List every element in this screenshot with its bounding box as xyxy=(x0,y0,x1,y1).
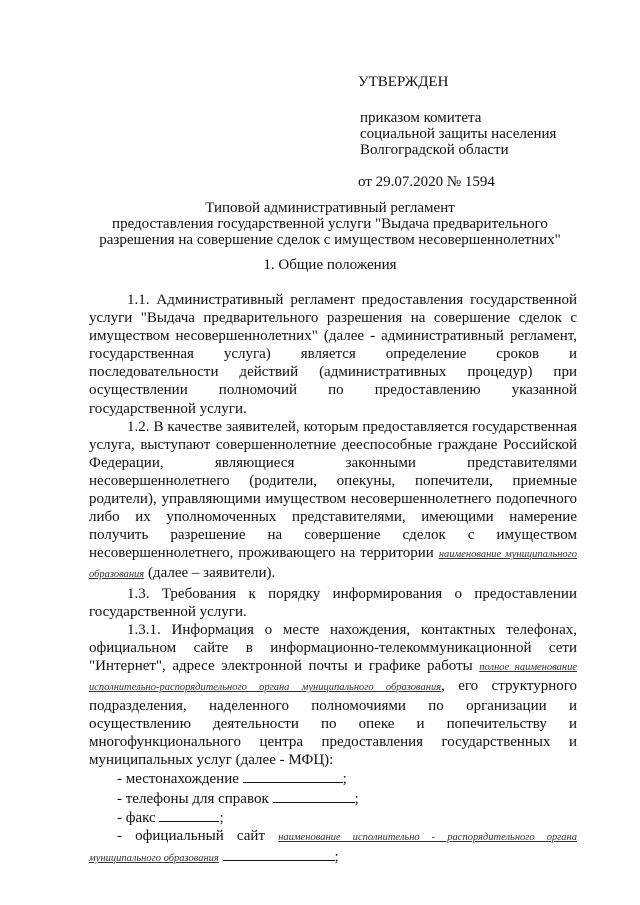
title-line-3: разрешения на совершение сделок с имуществом несовершеннолетних" xyxy=(99,232,561,248)
list-location-label: - местонахождение xyxy=(117,771,239,788)
paragraph-1-3-1 xyxy=(89,621,577,770)
paragraph-1-3-1-text: 1.3.1. Информация о месте нахождения, контактных телефонах, официальном сайте в информационно-телекоммуникационной сети "Интернет", адресе электронной почты и графике работы xyxy=(89,621,577,674)
paragraph-1-1: 1.1. Административный регламент предоставления государственной услуги "Выдача предварительного разрешения на совершение сделок с имуществом несовершеннолетних" (далее - административный регламент, государственная услуга) является определение сроков и последовательности действий (административных процедур) при осуществлении полномочий по предоставлению указанной государственной услуги. xyxy=(89,292,577,417)
approval-line-2: социальной защиты населения xyxy=(360,126,557,142)
paragraph-1-3: 1.3. Требования к порядку информирования о предоставлении государственной услуги. xyxy=(89,585,577,620)
list-item-fax: - факс ; xyxy=(117,809,224,826)
paragraph-1-2-tail: (далее – заявители). xyxy=(147,565,276,582)
section-heading: 1. Общие положения xyxy=(263,257,397,273)
blank-field-fax xyxy=(159,808,219,822)
list-fax-label: - факс xyxy=(117,809,156,826)
list-item-phones: - телефоны для справок ; xyxy=(117,790,359,807)
list-site-label: - официальный сайт xyxy=(117,827,266,844)
blank-field-location xyxy=(243,769,343,783)
blank-field-phones xyxy=(273,789,355,803)
blank-field-site xyxy=(223,847,335,861)
placeholder-municipality: наименование муниципального образования xyxy=(89,549,578,581)
placeholder-authority: полное наименование исполнительно-распорядительного органа муниципального образования xyxy=(89,661,577,693)
title-line-1: Типовой административный регламент xyxy=(205,200,455,216)
paragraph-1-3-1-tail: , его структурного подразделения, наделенного полномочиями по организации и осуществлению деятельности по опеке и попечительству и многофункционального центра предоставления государственных и муниципальных услуг (далее - МФЦ): xyxy=(89,677,578,769)
title-line-2: предоставления государственной услуги "Выдача предварительного xyxy=(112,216,548,232)
document-body xyxy=(89,291,577,868)
list-item-site: - официальный сайт наименование исполнительно - распорядительного органа муниципального образования ; xyxy=(89,827,578,865)
approval-date: от 29.07.2020 № 1594 xyxy=(358,174,495,190)
paragraph-1-2-text: 1.2. В качестве заявителей, которым предоставляется государственная услуга, выступают совершеннолетние дееспособные граждане Российской Федерации, являющиеся законными представителями несовершеннолетнего (родители, опекуны, попечители, приемные родители), управляющими имуществом несовершеннолетнего подопечного либо их уполномоченных представителями, имеющими намерение получить разрешение на совершение сделок с имуществом несовершеннолетнего, проживающего на территории xyxy=(89,418,577,562)
placeholder-site-authority: наименование исполнительно - распорядительного органа муниципального образования xyxy=(89,831,578,864)
paragraph-1-2 xyxy=(89,418,577,585)
document-title xyxy=(80,200,580,248)
approval-title: УТВЕРЖДЕН xyxy=(358,74,449,90)
list-item-location: - местонахождение ; xyxy=(117,771,347,788)
approval-line-3: Волгоградской области xyxy=(360,142,509,158)
approval-line-1: приказом комитета xyxy=(360,110,482,126)
list-phones-label: - телефоны для справок xyxy=(117,790,269,807)
